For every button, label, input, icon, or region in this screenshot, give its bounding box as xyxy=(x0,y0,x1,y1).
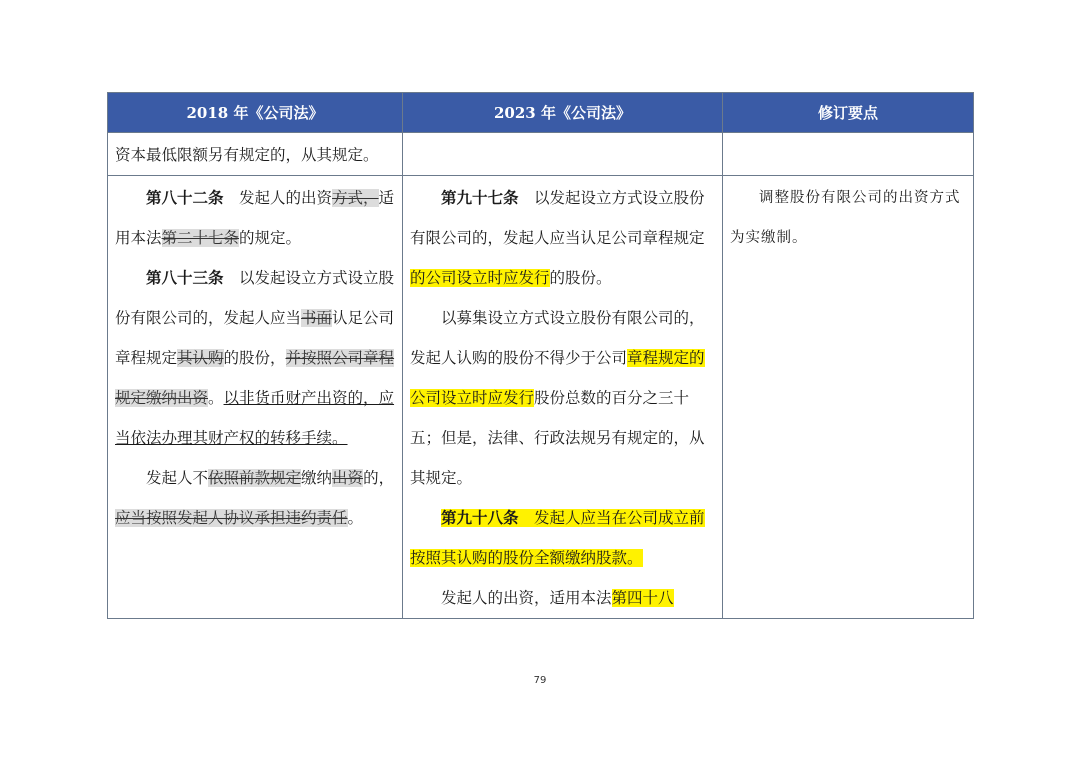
header-2018-law: 2018 年《公司法》 xyxy=(108,93,403,133)
cell-revision-note xyxy=(723,176,974,619)
article-97-label: 第九十七条 xyxy=(441,188,519,207)
cell-2018-articles xyxy=(108,176,403,619)
table-row xyxy=(108,133,974,176)
deleted-text: 其认购 xyxy=(177,349,224,367)
article-83-paragraph: 第八十三条 以发起设立方式设立股份有限公司的，发起人应当书面认足公司章程规定其认购的股份，并按照公司章程规定缴纳出资。以非货币财产出资的，应当依法办理其财产权的转移手续。 xyxy=(115,268,395,447)
table-header-row xyxy=(108,93,974,133)
highlighted-text: 发起人应当在公司成立前按照其认购的股份全额缴纳股款。 xyxy=(410,509,705,567)
deleted-text: 并按照公司章程规定缴纳出资 xyxy=(115,349,395,407)
highlighted-text: 的公司设立时应发行 xyxy=(410,269,550,287)
deleted-text: 应当按照发起人协议承担违约责任 xyxy=(115,509,348,527)
article-98-paragraph xyxy=(410,498,716,578)
highlighted-text: 第四十八 xyxy=(611,589,674,607)
article-98-second-paragraph: 发起人的出资，适用本法第四十八 xyxy=(441,589,674,607)
article-97-paragraph: 第九十七条 以发起设立方式设立股份有限公司的，发起人应当认足公司章程规定的公司设立时应发行的股份。 xyxy=(410,188,705,287)
article-83-label: 第八十三条 xyxy=(146,268,224,287)
deleted-text: 依照前款规定 xyxy=(208,469,302,487)
article-82-paragraph: 第八十二条 发起人的出资方式，适用本法第二十七条的规定。 xyxy=(115,188,395,247)
article-98-label: 第九十八条 xyxy=(441,508,519,527)
cell-2018-continued xyxy=(108,133,403,176)
text-2018-continued: 资本最低限额另有规定的，从其规定。 xyxy=(115,146,379,164)
cell-notes-empty xyxy=(723,133,974,176)
article-83-second-paragraph: 发起人不依照前款规定缴纳出资的，应当按照发起人协议承担违约责任。 xyxy=(115,469,395,527)
deleted-text: 方式， xyxy=(332,189,379,207)
cell-2023-empty xyxy=(403,133,723,176)
header-revision-points: 修订要点 xyxy=(723,93,974,133)
page-number: 79 xyxy=(533,675,547,686)
article-82-label: 第八十二条 xyxy=(146,188,224,207)
header-2023-law: 2023 年《公司法》 xyxy=(403,93,723,133)
deleted-text: 出资 xyxy=(332,469,364,487)
deleted-text: 书面 xyxy=(301,309,333,327)
cell-2023-articles xyxy=(403,176,723,619)
comparison-table xyxy=(107,92,974,619)
underlined-text: 以非货币财产出资的，应当依法办理其财产权的转移手续。 xyxy=(115,389,395,447)
highlighted-text: 章程规定的公司设立时应发行 xyxy=(410,349,705,407)
table-row xyxy=(108,176,974,619)
revision-note-text: 调整股份有限公司的出资方式为实缴制。 xyxy=(730,190,961,246)
deleted-highlighted-text: 第二十七条 xyxy=(161,229,240,247)
article-97-second-paragraph: 以募集设立方式设立股份有限公司的，发起人认购的股份不得少于公司章程规定的公司设立时应发行股份总数的百分之三十五；但是，法律、行政法规另有规定的，从其规定。 xyxy=(410,309,705,487)
